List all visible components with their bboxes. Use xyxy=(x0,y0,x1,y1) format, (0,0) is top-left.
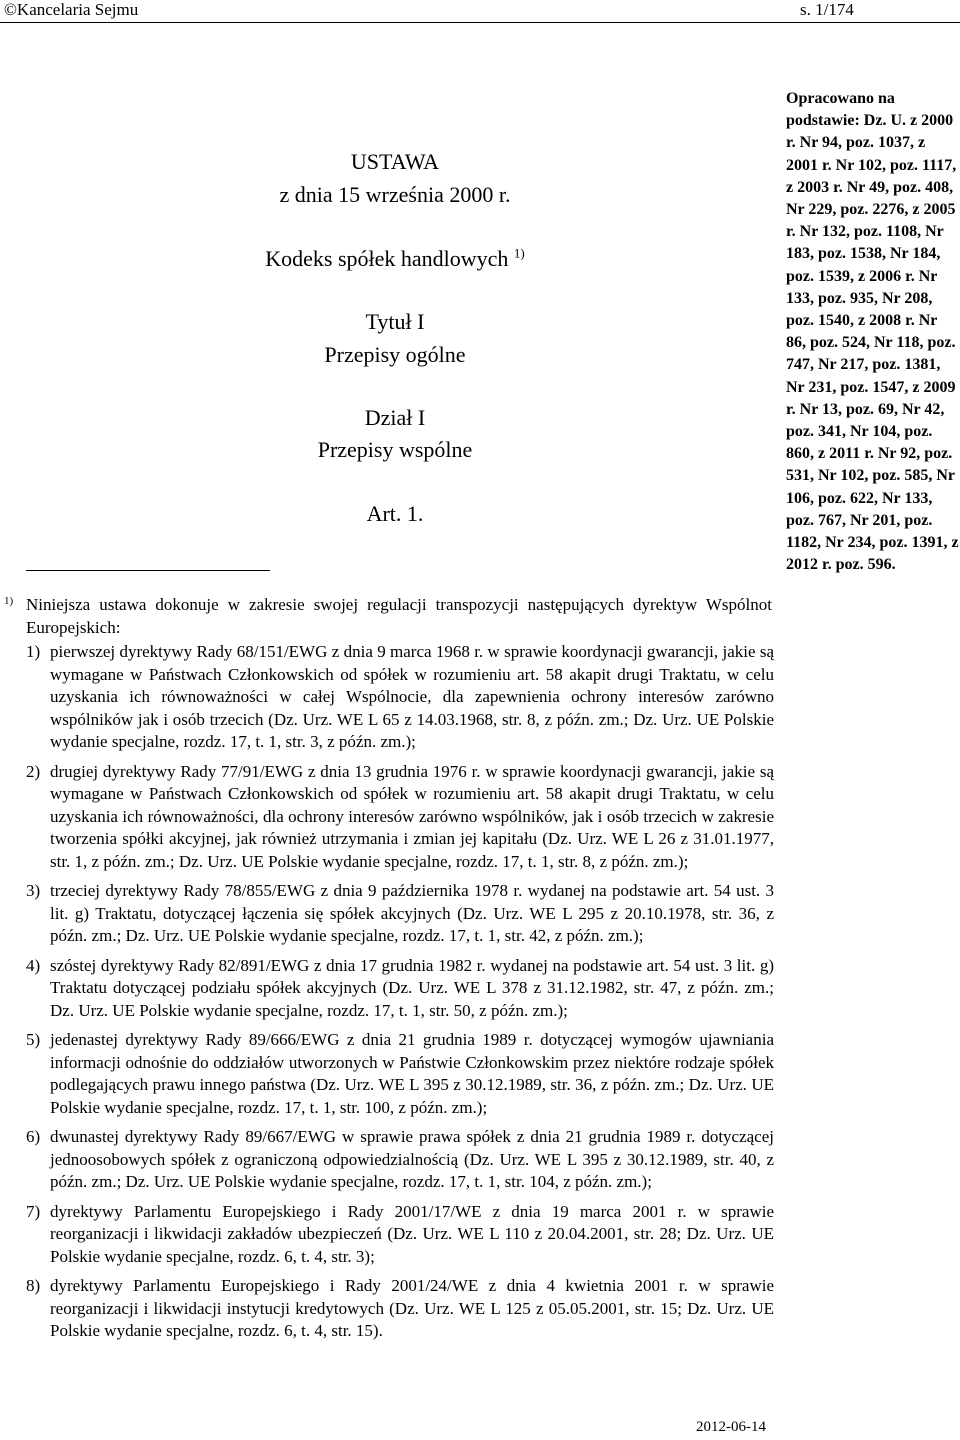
act-title xyxy=(180,244,610,274)
footnote-text: Niniejsza ustawa dokonuje w zakresie swojej regulacji transpozycji następujących dyrektyw Wspólnot Europejskich: xyxy=(26,595,772,637)
list-item-number: 4) xyxy=(26,955,41,975)
directive-list xyxy=(26,641,774,1350)
header-source: ©Kancelaria Sejmu xyxy=(4,0,139,19)
act-title-text: Kodeks spółek handlowych xyxy=(265,246,509,271)
footnote-marker: 1) xyxy=(4,595,14,607)
header-divider xyxy=(0,22,960,23)
list-item xyxy=(26,1126,774,1194)
list-item-number: 1) xyxy=(26,642,41,661)
source-note: Opracowano na podstawie: Dz. U. z 2000 r. Nr 94, poz. 1037, z 2001 r. Nr 102, poz. 1117, z 2003 r. Nr 49, poz. 408, Nr 229, poz. 2276, z 2005 r. Nr 132, poz. 1108, Nr 183, poz. 1538, Nr 184, poz. 1539, z 2006 r. Nr 133, poz. 935, Nr 208, poz. 1540, z 2008 r. Nr 86, poz. 524, Nr 118, poz. 747, Nr 217, poz. 1381, Nr 231, poz. 1547, z 2009 r. Nr 13, poz. 69, Nr 42, poz. 341, Nr 104, poz. 860, z 2011 r. Nr 92, poz. 531, Nr 102, poz. 585, Nr 106, poz. 622, Nr 133, poz. 767, Nr 201, poz. 1182, Nr 234, poz. 1391, z 2012 r. poz. 596. xyxy=(786,90,959,574)
list-item-text: drugiej dyrektywy Rady 77/91/EWG z dnia 13 grudnia 1976 r. w sprawie koordynacji gwarancji, jakie są wymagane w Państwach Członkowskich od spółek w rozumieniu art. 58 akapit drugi Traktatu, w celu uzyskania ich równoważności, dla ochrony interesów zarówno wspólników, jak i osób trzecich w zakresie tworzenia spółki akcyjnej, jak również utrzymania i zmian jej kapitału (Dz. Urz. WE L 26 z 31.01.1977, str. 1, z późn. zm.; Dz. Urz. UE Polskie wydanie specjalne, rozdz. 17, t. 1, str. 8, z późn. zm.); xyxy=(50,761,774,871)
list-item-number: 5) xyxy=(26,1030,41,1049)
list-item-text: dyrektywy Parlamentu Europejskiego i Rady 2001/17/WE z dnia 19 marca 2001 r. w sprawie reorganizacji i likwidacji zakładów ubezpieczeń (Dz. Urz. WE L 110 z 20.04.2001, str. 28; Dz. Urz. UE Polskie wydanie specjalne, rozdz. 6, t. 4, str. 3); xyxy=(50,1201,774,1266)
dzial-name: Przepisy wspólne xyxy=(317,437,473,462)
list-item xyxy=(26,880,774,948)
article-heading: Art. 1. xyxy=(366,501,424,526)
list-item xyxy=(26,1201,774,1269)
footnote-divider xyxy=(26,570,270,571)
list-item-text: trzeciej dyrektywy Rady 78/855/EWG z dnia 9 października 1978 r. wydanej na podstawie art. 54 ust. 3 lit. g) Traktatu, dotyczącej łączenia się spółek akcyjnych (Dz. Urz. WE L 295 z 20.10.1978, str. 36, z późn. zm.; Dz. Urz. UE Polskie wydanie specjalne, rozdz. 17, t. 1, str. 42, z późn. zm.); xyxy=(50,881,774,945)
document-date: 2012-06-14 xyxy=(696,1419,766,1435)
list-item xyxy=(26,641,774,754)
footnote xyxy=(4,593,772,639)
dzial-heading: Dział I xyxy=(364,405,426,430)
list-item-number: 2) xyxy=(26,761,41,781)
list-item-text: pierwszej dyrektywy Rady 68/151/EWG z dnia 9 marca 1968 r. w sprawie koordynacji gwarancji, jakie są wymagane w Państwach Członkowskich od spółek w rozumieniu art. 58 akapit drugi Traktatu, w celu uzyskania ich równoważności w całej Wspólnocie, dla zapewnienia ochrony interesów zarówno wspólników jak i osób trzecich (Dz. Urz. WE L 65 z 14.03.1968, str. 8, z późn. zm.; Dz. Urz. UE Polskie wydanie specjalne, rozdz. 17, t. 1, str. 3, z późn. zm.); xyxy=(50,642,774,751)
list-item xyxy=(26,955,774,1023)
tytul-name: Przepisy ogólne xyxy=(324,342,466,367)
act-type: USTAWA xyxy=(350,149,440,174)
list-item xyxy=(26,1275,774,1343)
list-item-text: dwunastej dyrektywy Rady 89/667/EWG w sprawie prawa spółek z dnia 21 grudnia 1989 r. dotyczącej jednoosobowych spółek z ograniczoną odpowiedzialnością (Dz. Urz. WE L 395 z 30.12.1989, str. 40, z późn. zm.; Dz. Urz. UE Polskie wydanie specjalne, rozdz. 17, t. 1, str. 104, z późn. zm.); xyxy=(50,1127,774,1191)
list-item xyxy=(26,1029,774,1119)
list-item-number: 3) xyxy=(26,881,41,900)
list-item-text: jedenastej dyrektywy Rady 89/666/EWG z dnia 21 grudnia 1989 r. dotyczącej wymogów ujawniania informacji odnośnie do oddziałów utworzonych w Państwie Członkowskim przez niektóre rodzaje spółek podlegających prawu innego państwa (Dz. Urz. WE L 395 z 30.12.1989, str. 36, z późn. zm.; Dz. Urz. UE Polskie wydanie specjalne, rozdz. 17, t. 1, str. 100, z późn. zm.); xyxy=(50,1030,774,1117)
tytul-heading: Tytuł I xyxy=(365,309,425,334)
list-item-number: 6) xyxy=(26,1127,41,1146)
list-item-text: szóstej dyrektywy Rady 82/891/EWG z dnia 17 grudnia 1982 r. wydanej na podstawie art. 54 ust. 3 lit. g) Traktatu dotyczącej podziału spółek akcyjnych (Dz. Urz. WE L 378 z 31.12.1982, str. 47, z późn. zm.; Dz. Urz. UE Polskie wydanie specjalne, rozdz. 17, t. 1, str. 50, z późn. zm.); xyxy=(50,955,774,1020)
list-item xyxy=(26,761,774,874)
list-item-number: 7) xyxy=(26,1201,41,1221)
page-number: s. 1/174 xyxy=(800,0,854,19)
act-date: z dnia 15 września 2000 r. xyxy=(279,182,511,207)
act-title-footnote-ref: 1) xyxy=(513,245,525,261)
list-item-number: 8) xyxy=(26,1276,41,1295)
list-item-text: dyrektywy Parlamentu Europejskiego i Rady 2001/24/WE z dnia 4 kwietnia 2001 r. w sprawie reorganizacji i likwidacji instytucji kredytowych (Dz. Urz. WE L 125 z 05.05.2001, str. 15; Dz. Urz. UE Polskie wydanie specjalne, rozdz. 6, t. 4, str. 15). xyxy=(50,1276,774,1340)
